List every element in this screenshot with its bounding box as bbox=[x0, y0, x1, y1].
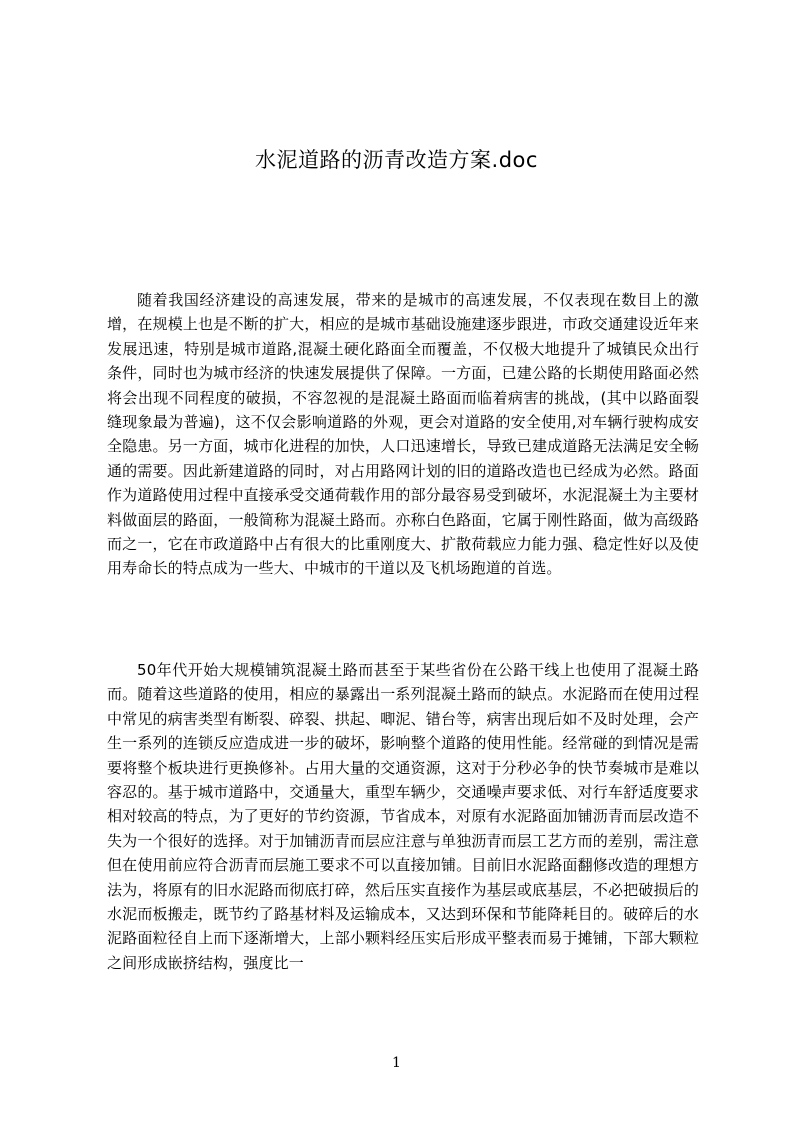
body-paragraph-2: 50年代开始大规模铺筑混凝土路而甚至于某些省份在公路干线上也使用了混凝土路而。随着这些道路的使用，相应的暴露出一系列混凝土路而的缺点。水泥路而在使用过程中常见的病害类型有断裂、碎裂、拱起、唧泥、错台等，病害出现后如不及时处理，会产生一系列的连锁反应造成进一步的破坏，影响整个道路的使用性能。经常碰的到情况是需要将整个板块进行更换修补。占用大量的交通资源，这对于分秒必争的快节奏城市是难以容忍的。基于城市道路中，交通量大，重型车辆少，交通噪声要求低、对行车舒适度要求相对较高的特点，为了更好的节约资源，节省成本，对原有水泥路面加铺沥青而层改造不失为一个很好的选择。对于加铺沥青而层应注意与单独沥青而层工艺方而的差别，需注意但在使用前应符合沥青而层施工要求不可以直接加铺。目前旧水泥路面翻修改造的理想方法为，将原有的旧水泥路而彻底打碎，然后压实直接作为基层或底基层，不必把破损后的水泥而板搬走，既节约了路基材料及运输成本，又达到环保和节能降耗目的。破碎后的水泥路面粒径自上而下逐渐增大，上部小颗料经压实后形成平整表而易于摊铺，下部大颗粒之间形成嵌挤结构，强度比一 bbox=[107, 661, 699, 972]
body-paragraph-1: 随着我国经济建设的高速发展，带来的是城市的高速发展，不仅表现在数目上的激增，在规模上也是不断的扩大，相应的是城市基础设施建逐步跟进，市政交通建设近年来发展迅速，特别是城市道路,混凝土硬化路面全而覆盖，不仅极大地提升了城镇民众出行条件，同时也为城市经济的快速发展提供了保障。一方面，已建公路的长期使用路面必然将会出现不同程度的破损，不容忽视的是混凝土路面而临着病害的挑战，(其中以路面裂缝现象最为普遍)，这不仅会影响道路的外观，更会对道路的安全使用,对车辆行驶构成安全隐患。另一方面，城市化进程的加快，人口迅速增长，导致已建成道路无法满足安全畅通的需要。因此新建道路的同时，对占用路网计划的旧的道路改造也已经成为必然。路面作为道路使用过程中直接承受交通荷载作用的部分最容易受到破坏，水泥混凝土为主要材料做面层的路面，一般简称为混凝土路而。亦称白色路面，它属于刚性路面，做为高级路而之一，它在市政道路中占有很大的比重刚度大、扩散荷载应力能力强、稳定性好以及使用寿命长的特点成为一些大、中城市的干道以及飞机场跑道的首选。 bbox=[107, 291, 699, 578]
document-title: 水泥道路的沥青改造方案.doc bbox=[255, 148, 538, 172]
page-number: 1 bbox=[392, 1055, 401, 1071]
